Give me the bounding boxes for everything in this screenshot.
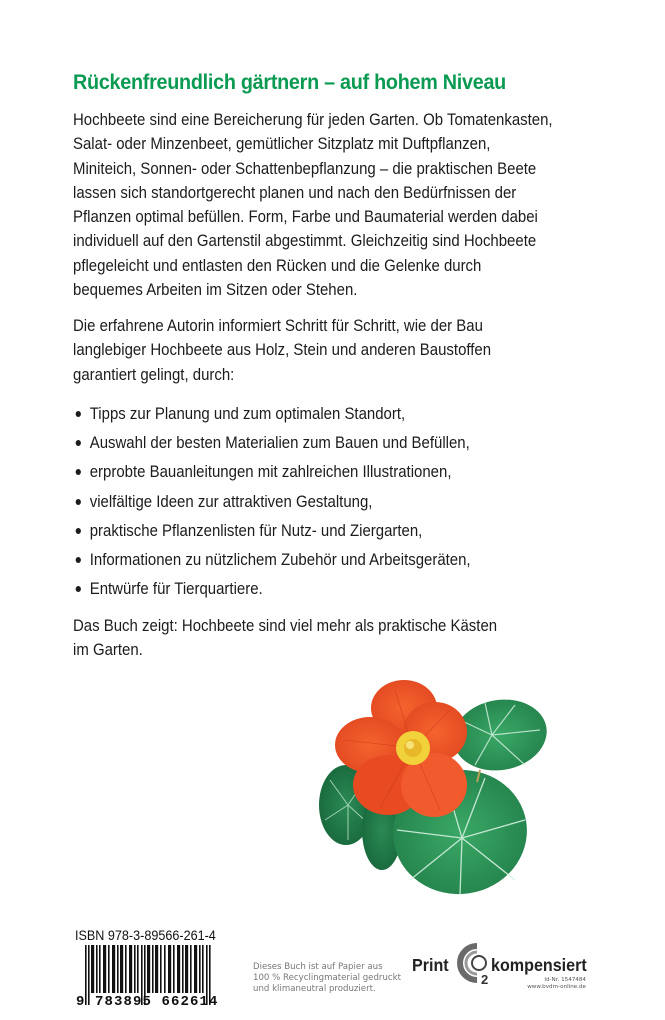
list-item: praktische Pflanzenlisten für Nutz- und Ziergarten, bbox=[73, 516, 610, 545]
list-item: Auswahl der besten Materialien zum Bauen und Befüllen, bbox=[73, 428, 610, 457]
isbn-label: ISBN 978-3-89566-261-4 bbox=[75, 927, 216, 943]
logo-word-kompensiert: kompensiert bbox=[491, 955, 587, 975]
text-line: 100 % Recyclingmaterial gedruckt bbox=[253, 973, 401, 984]
list-item: erprobte Bauanleitungen mit zahlreichen Illustrationen, bbox=[73, 457, 610, 486]
text-line: garantiert gelingt, durch: bbox=[73, 364, 235, 384]
text-line: Salat- oder Minzenbeet, gemütlicher Sitzplatz mit Duftpflanzen, bbox=[73, 134, 491, 154]
logo-word-print: Print bbox=[412, 955, 449, 975]
list-item: Informationen zu nützlichem Zubehör und Arbeitsgeräten, bbox=[73, 545, 610, 574]
logo-url: www.bvdm-online.de bbox=[527, 984, 586, 990]
svg-text:2: 2 bbox=[481, 972, 489, 986]
text-line: Das Buch zeigt: Hochbeete sind viel mehr als praktische Kästen bbox=[73, 616, 498, 635]
list-item: Entwürfe für Tierquartiere. bbox=[73, 574, 610, 603]
text-line: Pflanzen optimal befüllen. Form, Farbe und Baumaterial werden dabei bbox=[73, 207, 538, 227]
recycling-note bbox=[253, 962, 401, 996]
text-line: langlebiger Hochbeete aus Holz, Stein und anderen Baustoffen bbox=[73, 340, 492, 360]
text-line: bequemes Arbeiten im Sitzen oder Stehen. bbox=[73, 280, 358, 300]
text-line: Hochbeete sind eine Bereicherung für jeden Garten. Ob Tomatenkasten, bbox=[73, 110, 553, 129]
co2-icon bbox=[455, 942, 493, 986]
nasturtium-illustration bbox=[300, 670, 580, 910]
logo-id-info bbox=[527, 977, 586, 991]
text-line: individuell auf den Gartenstil abgestimmt. Gleichzeitig sind Hochbeete bbox=[73, 231, 537, 251]
print-co2-kompensiert-logo bbox=[412, 950, 612, 1010]
list-item: vielfältige Ideen zur attraktiven Gestaltung, bbox=[73, 487, 610, 516]
text-line: Die erfahrene Autorin informiert Schritt für Schritt, wie der Bau bbox=[73, 316, 483, 335]
closing-paragraph bbox=[73, 614, 610, 663]
feature-list bbox=[73, 399, 610, 603]
author-paragraph bbox=[73, 314, 610, 387]
text-line: pflegeleicht und entlasten den Rücken und die Gelenke durch bbox=[73, 255, 482, 275]
text-line: Miniteich, Sonnen- oder Schattenbepflanzung – die praktischen Beete bbox=[73, 158, 537, 178]
text-line: lassen sich standortgerecht planen und nach den Bedürfnissen der bbox=[73, 182, 517, 202]
cover-heading: Rückenfreundlich gärtnern – auf hohem Niveau bbox=[73, 70, 507, 94]
text-line: Dieses Buch ist auf Papier aus bbox=[253, 962, 383, 972]
logo-id-number: Id-Nr. 1547484 bbox=[544, 977, 586, 983]
list-item: Tipps zur Planung und zum optimalen Standort, bbox=[73, 399, 610, 428]
text-line: im Garten. bbox=[73, 640, 143, 660]
text-line: und klimaneutral produziert. bbox=[253, 984, 376, 995]
barcode-digits: 9 783895 662614 bbox=[76, 994, 219, 1010]
intro-paragraph bbox=[73, 108, 610, 302]
